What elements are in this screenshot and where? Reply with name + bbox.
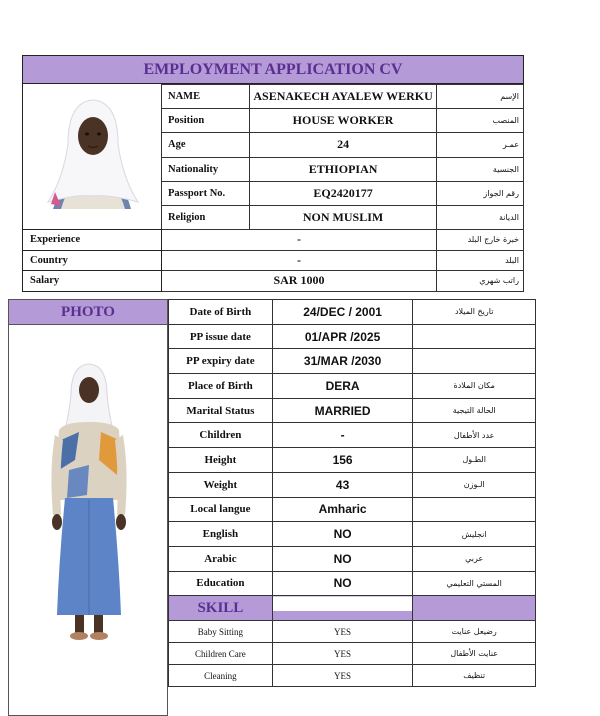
table-row: [162, 109, 524, 133]
row-label: Nationality: [162, 157, 250, 181]
row-value: ETHIOPIAN: [249, 157, 436, 181]
row-value: MARRIED: [272, 398, 413, 423]
row-label: Age: [162, 133, 250, 157]
row-arabic-label: المنصب: [437, 109, 524, 133]
skill-label: Children Care: [169, 643, 273, 665]
skill-header-row: [169, 596, 536, 621]
row-value: 43: [272, 472, 413, 497]
row-arabic-label: رقم الجواز: [437, 181, 524, 205]
row-label: PP expiry date: [169, 349, 273, 374]
row-label: Place of Birth: [169, 374, 273, 399]
row-label: Position: [162, 109, 250, 133]
table-row: [169, 571, 536, 596]
row-arabic-label: عدد الأطفال: [413, 423, 536, 448]
summary-table: [22, 229, 524, 292]
row-value: 31/MAR /2030: [272, 349, 413, 374]
row-label: Religion: [162, 205, 250, 229]
table-row: [169, 300, 536, 325]
row-label: Experience: [23, 230, 162, 251]
table-row: [169, 497, 536, 522]
row-value: -: [161, 230, 436, 251]
row-label: Country: [23, 250, 162, 271]
row-arabic-label: [413, 349, 536, 374]
row-arabic-label: خبرة خارج البلد: [437, 230, 524, 251]
row-value: Amharic: [272, 497, 413, 522]
skills-table: [168, 595, 536, 687]
row-arabic-label: الجنسية: [437, 157, 524, 181]
row-arabic-label: [413, 324, 536, 349]
row-label: Local langue: [169, 497, 273, 522]
table-row: [169, 374, 536, 399]
row-value: NO: [272, 571, 413, 596]
table-row: [169, 398, 536, 423]
row-arabic-label: انجليش: [413, 522, 536, 547]
row-arabic-label: الطـول: [413, 448, 536, 473]
row-value: NO: [272, 546, 413, 571]
row-value: DERA: [272, 374, 413, 399]
row-value: 01/APR /2025: [272, 324, 413, 349]
portrait-photo: [22, 84, 161, 229]
table-row: [23, 230, 524, 251]
table-row: [162, 205, 524, 229]
skill-header: SKILL: [169, 596, 273, 621]
table-row: [169, 621, 536, 643]
row-label: English: [169, 522, 273, 547]
row-label: Salary: [23, 271, 162, 292]
row-arabic-label: مكان الملادة: [413, 374, 536, 399]
table-row: [162, 85, 524, 109]
full-body-image: [9, 300, 167, 715]
row-arabic-label: الحالة التيجية: [413, 398, 536, 423]
row-label: Education: [169, 571, 273, 596]
table-row: [169, 349, 536, 374]
full-body-photo: [8, 299, 168, 716]
row-value: NON MUSLIM: [249, 205, 436, 229]
table-row: [162, 133, 524, 157]
row-label: Weight: [169, 472, 273, 497]
skill-arabic-label: تنظيف: [413, 665, 536, 687]
row-value: -: [161, 250, 436, 271]
row-arabic-label: البلد: [437, 250, 524, 271]
row-arabic-label: عربي: [413, 546, 536, 571]
skill-value: YES: [272, 643, 413, 665]
table-row: [169, 643, 536, 665]
row-arabic-label: المستي التعليمي: [413, 571, 536, 596]
row-value: SAR 1000: [161, 271, 436, 292]
row-value: ASENAKECH AYALEW WERKU: [249, 85, 436, 109]
row-label: Marital Status: [169, 398, 273, 423]
row-value: 24: [249, 133, 436, 157]
row-value: EQ2420177: [249, 181, 436, 205]
personal-info-table: [161, 84, 524, 230]
row-value: 24/DEC / 2001: [272, 300, 413, 325]
row-arabic-label: الـوزن: [413, 472, 536, 497]
row-arabic-label: الإسم: [437, 85, 524, 109]
row-label: Date of Birth: [169, 300, 273, 325]
table-row: [169, 448, 536, 473]
row-value: -: [272, 423, 413, 448]
row-value: 156: [272, 448, 413, 473]
row-arabic-label: [413, 497, 536, 522]
details-table: [168, 299, 536, 596]
skill-header-blank: [272, 596, 413, 621]
row-value: NO: [272, 522, 413, 547]
row-arabic-label: راتب شهري: [437, 271, 524, 292]
skill-value: YES: [272, 621, 413, 643]
row-label: Passport No.: [162, 181, 250, 205]
table-row: [169, 324, 536, 349]
table-row: [23, 250, 524, 271]
row-label: Height: [169, 448, 273, 473]
skill-label: Baby Sitting: [169, 621, 273, 643]
portrait-image: [23, 84, 162, 229]
row-arabic-label: الديانة: [437, 205, 524, 229]
skill-arabic-label: عنايت الأطفال: [413, 643, 536, 665]
skill-arabic-label: رضيعل عنايت: [413, 621, 536, 643]
table-row: [169, 472, 536, 497]
table-row: [169, 665, 536, 687]
table-row: [23, 271, 524, 292]
table-row: [169, 546, 536, 571]
table-row: [169, 423, 536, 448]
row-arabic-label: تاريخ الميلاد: [413, 300, 536, 325]
table-row: [162, 181, 524, 205]
row-value: HOUSE WORKER: [249, 109, 436, 133]
table-row: [169, 522, 536, 547]
photo-header: PHOTO: [8, 299, 168, 325]
table-row: [162, 157, 524, 181]
skill-value: YES: [272, 665, 413, 687]
row-label: Arabic: [169, 546, 273, 571]
skill-header-blank: [413, 596, 536, 621]
skill-label: Cleaning: [169, 665, 273, 687]
row-label: NAME: [162, 85, 250, 109]
row-label: Children: [169, 423, 273, 448]
row-label: PP issue date: [169, 324, 273, 349]
row-arabic-label: عمـر: [437, 133, 524, 157]
cv-title: EMPLOYMENT APPLICATION CV: [22, 55, 524, 84]
